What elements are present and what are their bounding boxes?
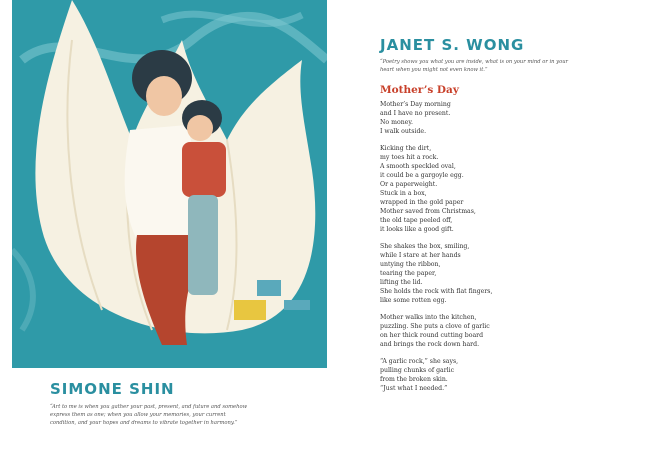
poem-line: it looks like a good gift.	[380, 226, 454, 233]
poem-line: the old tape peeled off,	[380, 217, 453, 224]
illustration-art	[12, 0, 327, 368]
poem-line: on her thick round cutting board	[380, 332, 484, 339]
illustration-mother-child-garlic	[12, 0, 327, 368]
artist-quote-line: “Art to me is when you gather your past, present, and future and somehow	[50, 404, 248, 410]
poem-line: puzzling. She puts a clove of garlic	[380, 323, 490, 330]
poem-line: No money.	[380, 119, 413, 126]
poem-line: Mother saved from Christmas,	[380, 208, 476, 215]
poem-line: Mother’s Day morning	[380, 101, 451, 108]
poem-line: “Just what I needed.”	[380, 385, 448, 392]
poet-block	[380, 36, 620, 401]
artist-quote-line: express them as one; when you allow your memories, your current	[50, 412, 226, 418]
poem-line: untying the ribbon,	[380, 261, 441, 268]
poem-line: Kicking the dirt,	[380, 145, 432, 152]
poem-line: my toes hit a rock.	[380, 154, 439, 161]
artist-name: SIMONE SHIN	[50, 380, 175, 398]
poem-stanza-3	[380, 242, 620, 305]
poem-line: and I have no present.	[380, 110, 451, 117]
poem-line: it could be a gargoyle egg.	[380, 172, 464, 179]
poet-quote	[380, 58, 620, 74]
poem-line: and brings the rock down hard.	[380, 341, 480, 348]
poem-title: Mother’s Day	[380, 84, 459, 96]
poet-quote-line: “Poetry shows you what you are inside, what is on your mind or in your	[380, 59, 569, 65]
poem-line: Mother walks into the kitchen,	[380, 314, 477, 321]
poem-line: like some rotten egg.	[380, 297, 447, 304]
poem-line: pulling chunks of garlic	[380, 367, 455, 374]
poem-line: “A garlic rock,” she says,	[380, 358, 459, 365]
poem-line: wrapped in the gold paper	[380, 199, 464, 206]
artist-quote-line: condition, and your hopes and dreams to vibrate together in harmony.”	[50, 420, 238, 426]
poem-line: She shakes the box, smiling,	[380, 243, 470, 250]
poem-stanza-2	[380, 144, 620, 234]
poem-line: She holds the rock with flat fingers,	[380, 288, 493, 295]
poem-line: tearing the paper,	[380, 270, 437, 277]
artist-block	[50, 380, 320, 427]
poem-line: from the broken skin.	[380, 376, 448, 383]
poem-line: Or a paperweight.	[380, 181, 438, 188]
poet-quote-line: heart when you might not even know it.”	[380, 67, 488, 73]
poet-name: JANET S. WONG	[380, 36, 525, 54]
poem-stanza-4	[380, 313, 620, 349]
poem-line: A smooth speckled oval,	[380, 163, 456, 170]
poem-stanza-5	[380, 357, 620, 393]
poem-line: I walk outside.	[380, 128, 427, 135]
poem-stanza-1	[380, 100, 620, 136]
poem-line: lifting the lid.	[380, 279, 423, 286]
artist-quote	[50, 403, 320, 427]
poem-line: while I stare at her hands	[380, 252, 461, 259]
poem-line: Stuck in a box,	[380, 190, 427, 197]
